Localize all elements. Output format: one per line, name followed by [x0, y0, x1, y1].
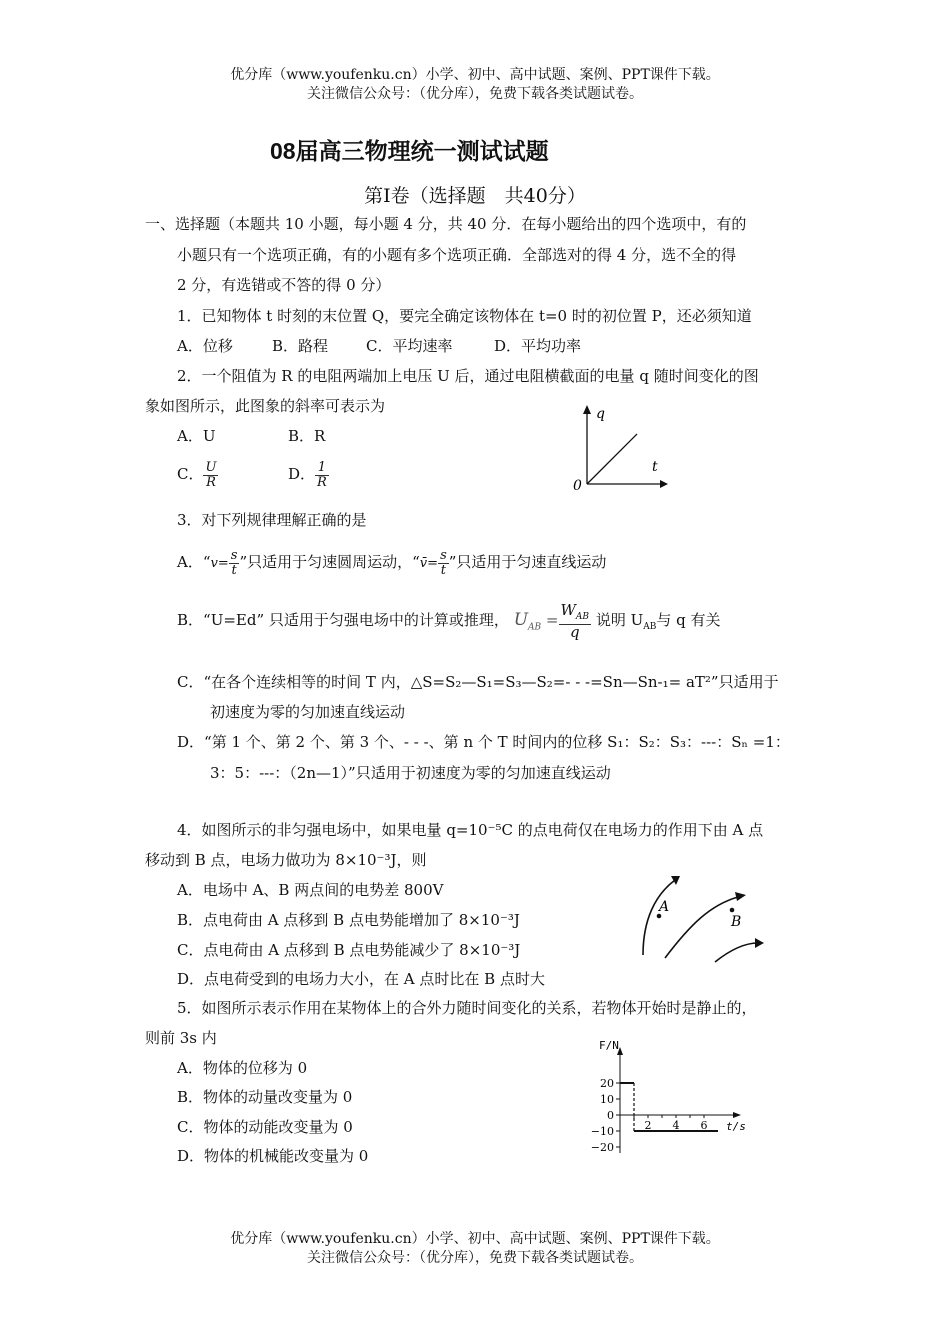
q2-stem-2: 象如图所示，此图象的斜率可表示为	[145, 397, 386, 415]
x-tick-label: 4	[672, 1119, 680, 1132]
y-tick-label: 20	[600, 1077, 614, 1090]
q2-option-a: A．U	[177, 427, 216, 445]
origin-label: 0	[573, 478, 582, 494]
x-tick-label: 6	[700, 1119, 708, 1132]
q1-option-b: B．路程	[272, 337, 329, 355]
q3-option-d-2: 3：5：---：（2n—1）”只适用于初速度为零的匀加速直线运动	[210, 764, 611, 782]
q5-option-b: B．物体的动量改变量为 0	[177, 1088, 353, 1106]
x-tick-label: 2	[644, 1119, 652, 1132]
point-b	[730, 908, 735, 913]
q4-stem-1: 4．如图所示的非匀强电场中，如果电量 q=10⁻⁵C 的点电荷仅在电场力的作用下由 A 点	[177, 821, 764, 839]
q3-option-b: B．“U=Ed” 只适用于匀强电场中的计算或推理， $U_{AB}$ = $\frac{W_{AB}}{q}$ 说明 $U_{AB}$与 q 有关	[177, 601, 721, 641]
footer-line2: 关注微信公众号：（优分库），免费下载各类试题试卷。	[307, 1250, 643, 1266]
header-line2: 关注微信公众号：（优分库），免费下载各类试题试卷。	[307, 86, 643, 102]
section-instructions-3: 2 分，有选错或不答的得 0 分）	[177, 276, 391, 294]
q5-option-a: A．物体的位移为 0	[177, 1059, 308, 1077]
y-tick-label: −10	[590, 1125, 614, 1138]
y-tick-label: 0	[607, 1109, 614, 1122]
y-axis-title: F/N	[599, 1039, 619, 1052]
page-subtitle: 第Ⅰ卷（选择题 共40分）	[364, 185, 586, 207]
q5-stem-2: 则前 3s 内	[145, 1029, 217, 1047]
q4-option-a: A．电场中 A、B 两点间的电势差 800V	[177, 881, 444, 899]
section-instructions-1: 一、选择题（本题共 10 小题，每小题 4 分，共 40 分．在每小题给出的四个选项中，有的	[145, 215, 747, 233]
q-axis-label: q	[596, 406, 605, 422]
q4-stem-2: 移动到 B 点，电场力做功为 8×10⁻³J，则	[145, 851, 427, 869]
fraction-s-over-t-1: $\frac{s}{t}$	[230, 547, 238, 578]
x-axis-arrow	[733, 1112, 741, 1118]
q3-option-a: A．“v= $\frac{s}{t}$ ”只适用于匀速圆周运动，“v̄= $\frac{s}{t}$ ”只适用于匀速直线运动	[177, 547, 607, 578]
y-tick-label: 10	[600, 1093, 614, 1106]
q3-option-c-2: 初速度为零的匀加速直线运动	[210, 703, 406, 721]
page-title: 08届高三物理统一测试试题	[270, 138, 549, 164]
q-t-line	[587, 434, 637, 484]
q4-option-c: C．点电荷由 A 点移到 B 点电势能减少了 8×10⁻³J	[177, 941, 521, 959]
q3-option-c-1: C．“在各个连续相等的时间 T 内，△S=S₂—S₁=S₃—S₂=- - -=Sn—Sn-₁= aT²”只适用于	[177, 673, 779, 691]
q5-force-time-chart	[570, 1035, 760, 1160]
q2-q-t-graph	[565, 400, 675, 500]
field-line-2	[665, 897, 738, 958]
q3-option-d-1: D．“第 1 个、第 2 个、第 3 个、- - -、第 n 个 T 时间内的位移 S₁：S₂：S₃：---：Sₙ =1：	[177, 733, 790, 751]
fraction-wab-over-q: $\frac{W_{AB}}{q}$	[560, 601, 590, 641]
fraction-u-over-r: $\frac{U}{R}$	[205, 459, 217, 490]
q1-option-c: C．平均速率	[366, 337, 453, 355]
header-line1: 优分库（www.youfenku.cn）小学、初中、高中试题、案例、PPT课件下载。	[230, 67, 720, 83]
q3-stem: 3．对下列规律理解正确的是	[177, 511, 367, 529]
q2-option-c: C． $\frac{U}{R}$	[177, 459, 217, 490]
field-line-3	[715, 943, 758, 962]
q5-option-c: C．物体的动能改变量为 0	[177, 1118, 353, 1136]
point-a-label: A	[659, 899, 670, 915]
point-b-label: B	[731, 914, 742, 930]
q5-stem-1: 5．如图所示表示作用在某物体上的合外力随时间变化的关系，若物体开始时是静止的，	[177, 999, 757, 1017]
field-line-3-arrow	[755, 938, 764, 948]
q1-option-a: A．位移	[177, 337, 233, 355]
q4-option-d: D．点电荷受到的电场力大小，在 A 点时比在 B 点时大	[177, 970, 545, 988]
fraction-s-over-t-2: $\frac{s}{t}$	[440, 547, 447, 578]
section-instructions-2: 小题只有一个选项正确，有的小题有多个选项正确．全部选对的得 4 分，选不全的得	[177, 246, 737, 264]
q1-stem: 1．已知物体 t 时刻的末位置 Q，要完全确定该物体在 t=0 时的初位置 P，还必须知道	[177, 307, 752, 325]
t-axis-label: t	[652, 459, 658, 475]
y-tick-label: −20	[590, 1141, 614, 1154]
q2-option-b: B．R	[288, 427, 326, 445]
footer-line1: 优分库（www.youfenku.cn）小学、初中、高中试题、案例、PPT课件下载。	[230, 1231, 720, 1247]
field-line-2-arrow	[735, 892, 746, 901]
q4-electric-field-figure	[630, 870, 770, 970]
q1-option-d: D．平均功率	[494, 337, 582, 355]
x-axis-title: t/s	[726, 1120, 746, 1133]
q2-option-d: D． $\frac{1}{R}$	[288, 459, 327, 490]
q4-option-b: B．点电荷由 A 点移到 B 点电势能增加了 8×10⁻³J	[177, 911, 520, 929]
fraction-1-over-r: $\frac{1}{R}$	[317, 459, 327, 490]
q5-option-d: D．物体的机械能改变量为 0	[177, 1147, 369, 1165]
field-line-1-arrow	[671, 876, 680, 885]
q2-stem-1: 2．一个阻值为 R 的电阻两端加上电压 U 后，通过电阻横截面的电量 q 随时间变化的图	[177, 367, 759, 385]
